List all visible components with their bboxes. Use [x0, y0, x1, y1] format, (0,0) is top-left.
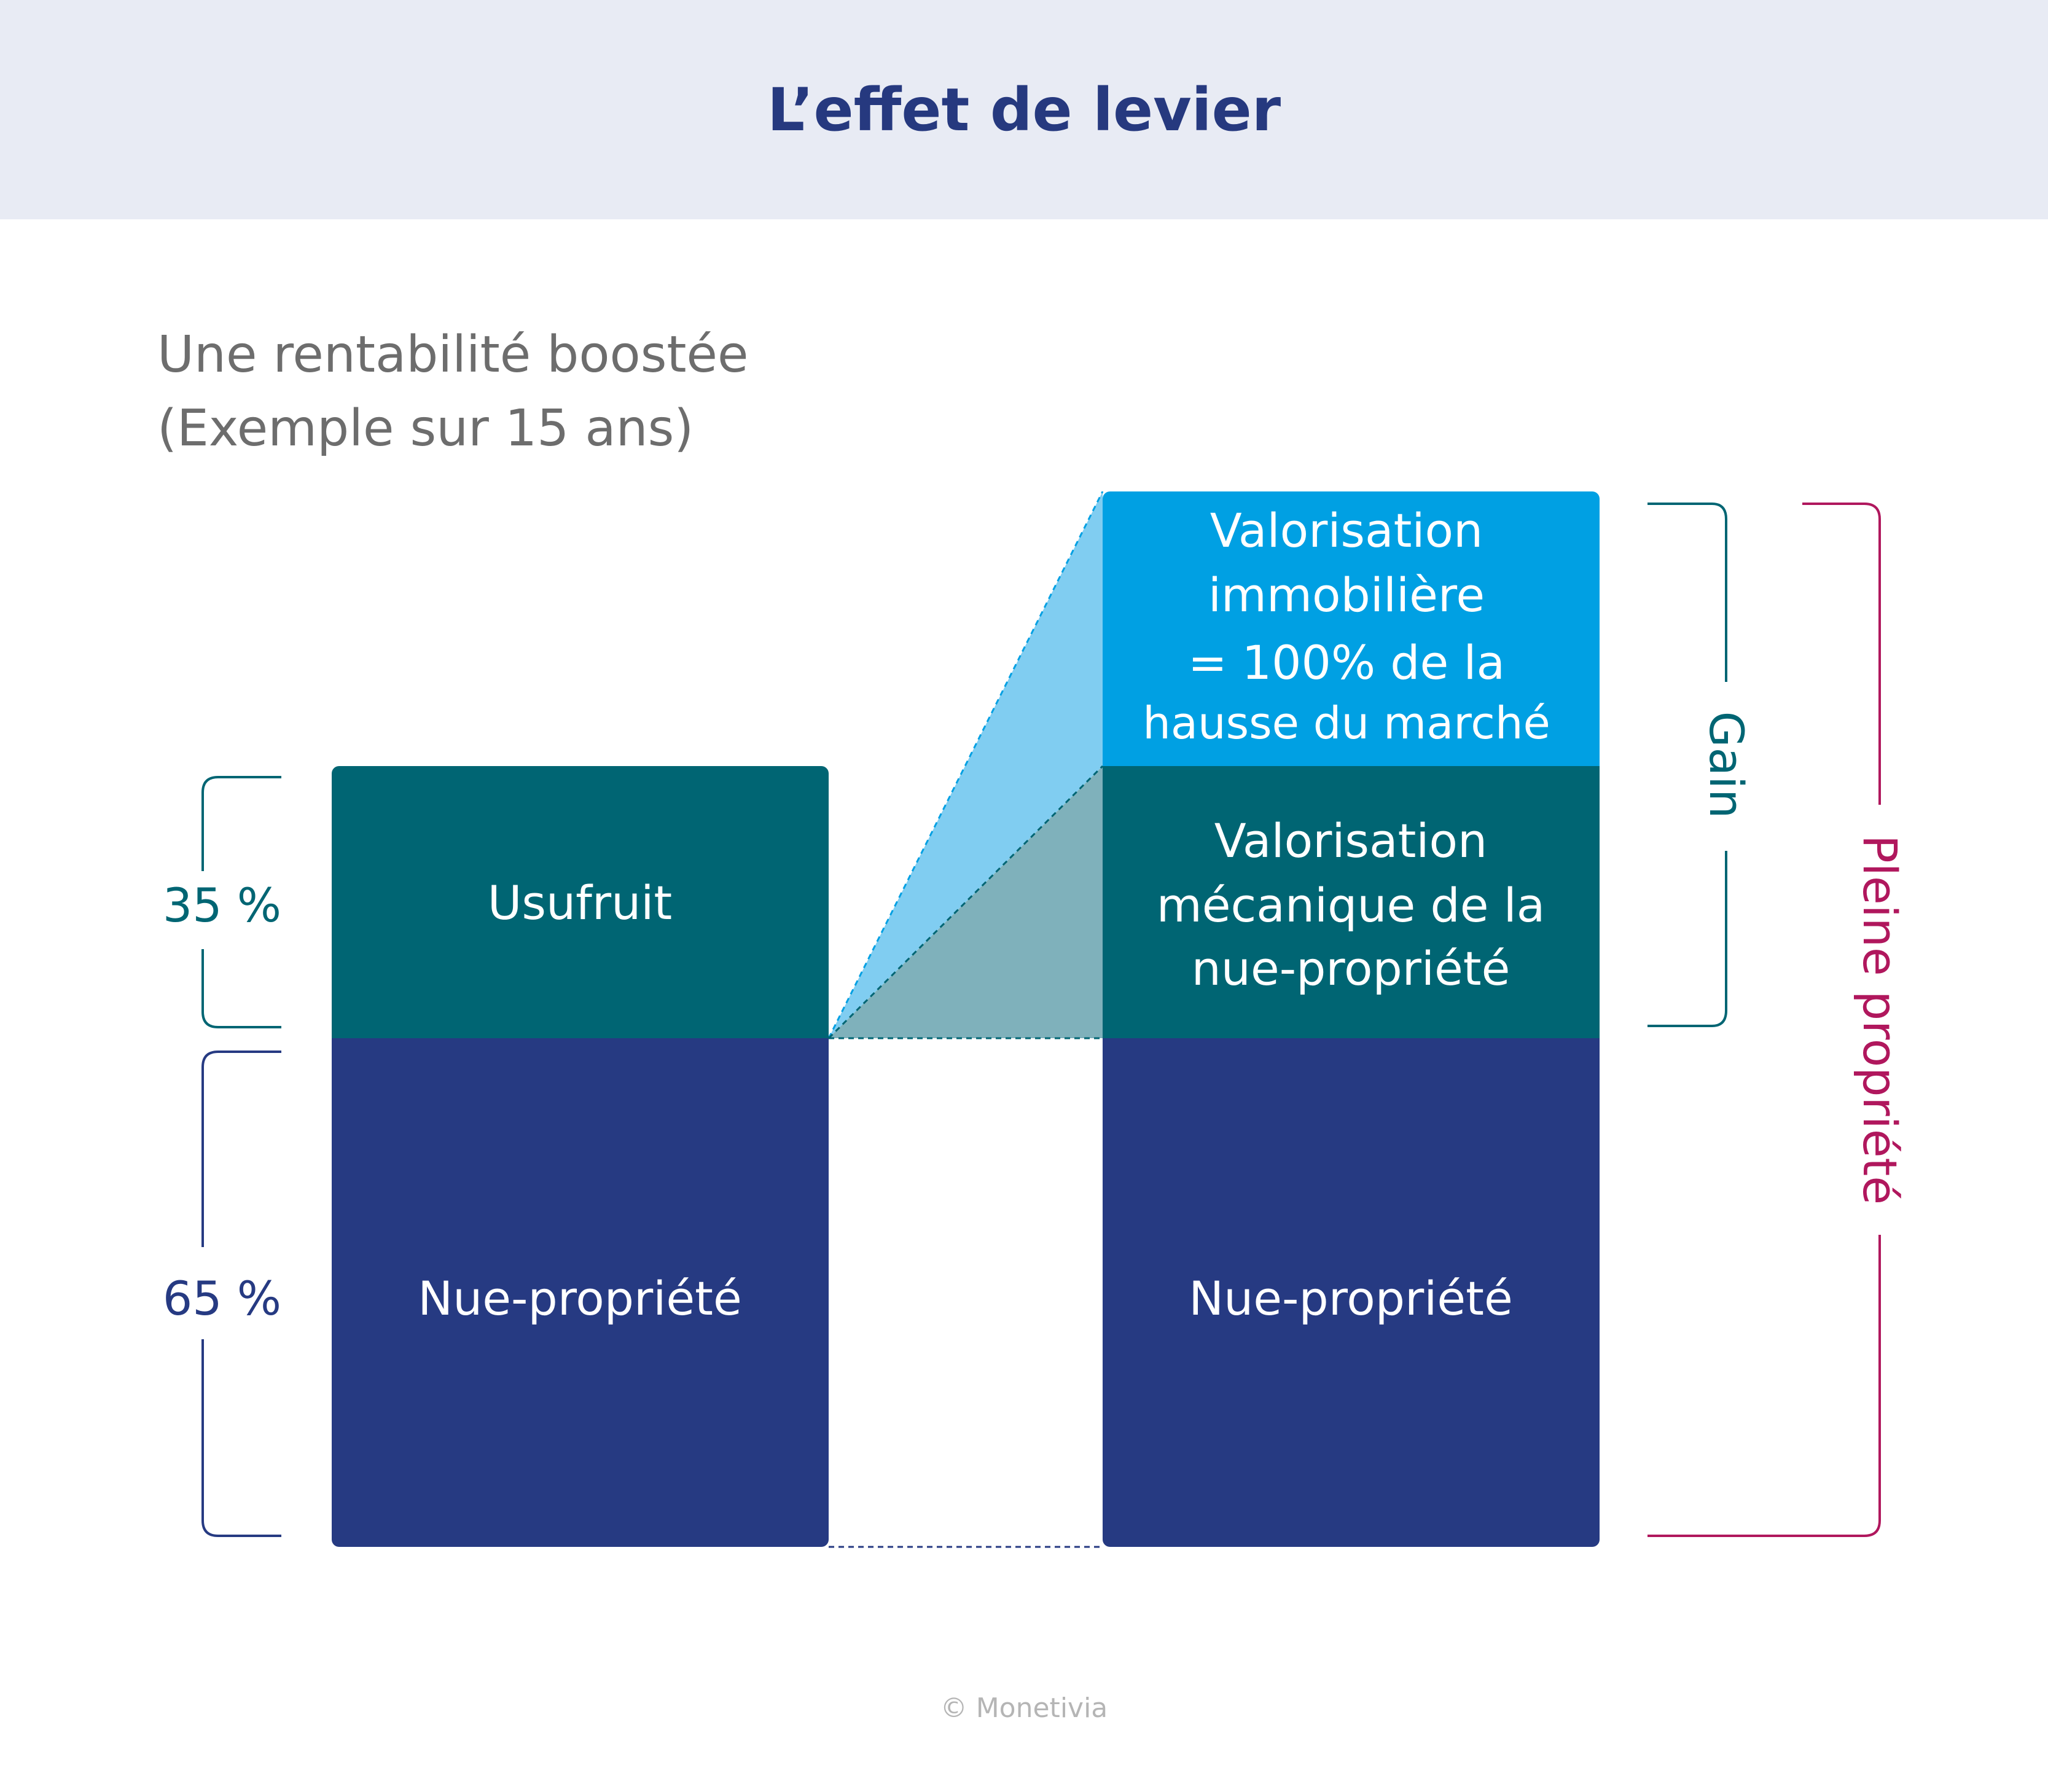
- page-title: L’effet de levier: [767, 76, 1281, 144]
- market-valuation-line-1: Valorisation: [1210, 503, 1483, 558]
- subtitle-line-1: Une rentabilité boostée: [157, 326, 749, 384]
- pleine-propriete-bracket-bottom: [1647, 1235, 1880, 1536]
- right-bar-market-valuation-base: [1103, 754, 1600, 766]
- nue-propriete-bracket-top: [203, 1052, 281, 1247]
- usufruit-label: Usufruit: [487, 875, 673, 930]
- copyright-footer: © Monetivia: [940, 1692, 1108, 1724]
- mechanical-valuation-line-2: mécanique de la: [1156, 878, 1546, 933]
- left-bar-usufruit-base: [332, 1026, 829, 1038]
- pleine-propriete-label: Pleine propriété: [1853, 834, 1907, 1205]
- gain-bracket-bottom: [1647, 851, 1726, 1026]
- usufruit-bracket-bottom: [203, 949, 281, 1027]
- subtitle-line-2: (Exemple sur 15 ans): [157, 399, 694, 458]
- nue-propriete-percent: 65 %: [162, 1271, 281, 1326]
- right-nue-propriete-label: Nue-propriété: [1189, 1271, 1513, 1326]
- nue-propriete-bracket-bottom: [203, 1339, 281, 1536]
- pleine-propriete-bracket-top: [1802, 504, 1880, 805]
- gain-label: Gain: [1699, 711, 1754, 819]
- usufruit-percent: 35 %: [162, 878, 281, 933]
- market-valuation-line-3: = 100% de la: [1187, 635, 1506, 690]
- mechanical-valuation-line-3: nue-propriété: [1191, 941, 1511, 996]
- left-bar-nue-propriete-top: [332, 1038, 829, 1051]
- mechanical-valuation-line-1: Valorisation: [1214, 813, 1488, 868]
- right-bar-nue-propriete-top: [1103, 1038, 1600, 1051]
- gain-bracket-top: [1647, 504, 1726, 682]
- market-valuation-line-4: hausse du marché: [1143, 697, 1550, 749]
- usufruit-bracket-top: [203, 777, 281, 871]
- left-nue-propriete-label: Nue-propriété: [418, 1271, 742, 1326]
- market-valuation-line-2: immobilière: [1208, 568, 1485, 622]
